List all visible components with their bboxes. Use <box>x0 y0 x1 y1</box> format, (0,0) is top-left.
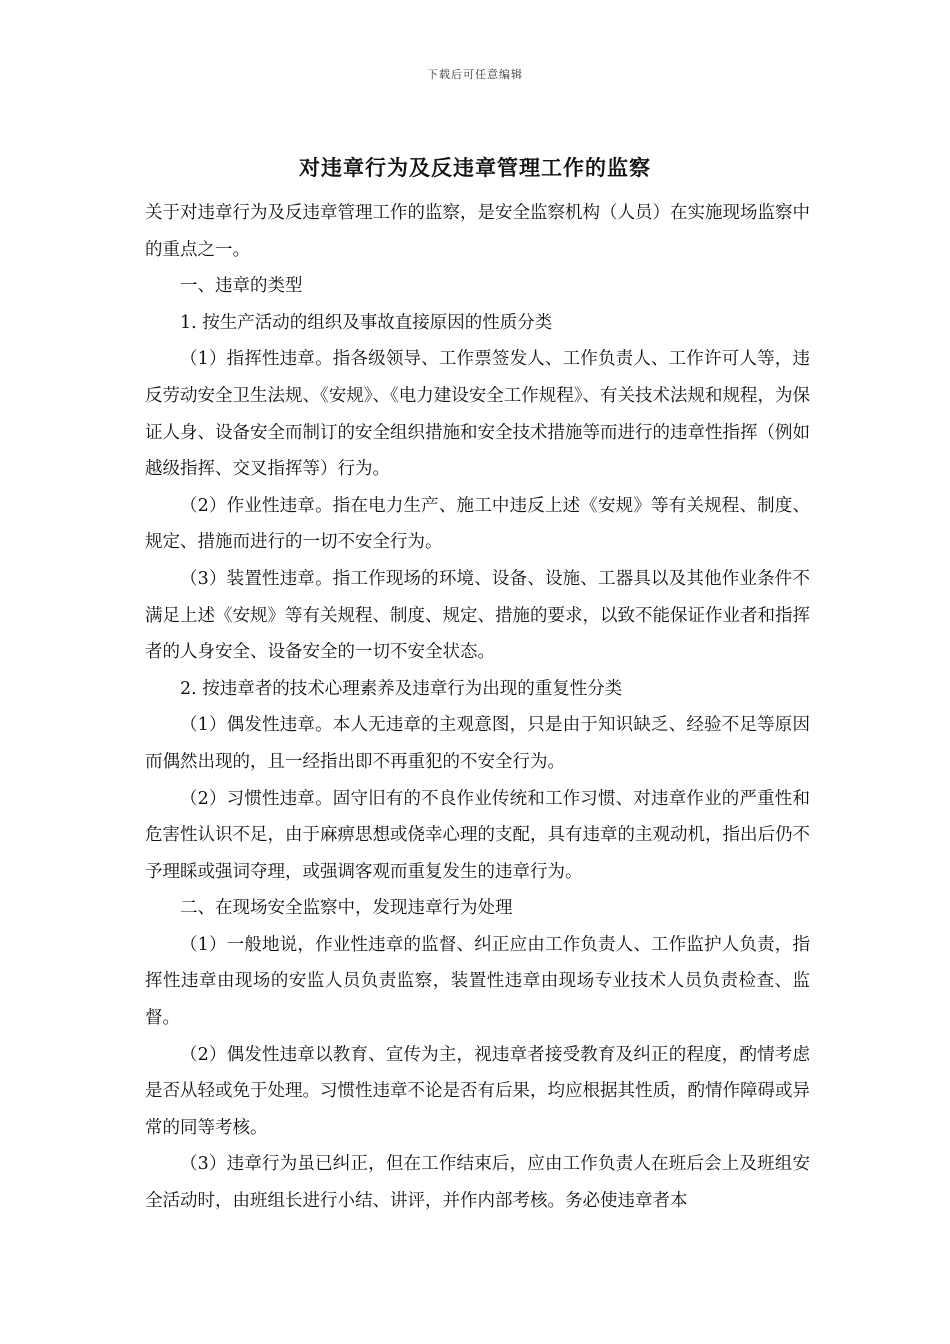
document-body <box>145 195 810 1220</box>
body-paragraph: （1）偶发性违章。本人无违章的主观意图，只是由于知识缺乏、经验不足等原因而偶然出现的，且一经指出即不再重犯的不安全行为。 <box>145 715 810 772</box>
subsection-heading-2: 2. 按违章者的技术心理素养及违章行为出现的重复性分类 <box>180 678 623 699</box>
body-paragraph: （1）指挥性违章。指各级领导、工作票签发人、工作负责人、工作许可人等，违反劳动安全卫生法规、《安规》、《电力建设安全工作规程》、有关技术法规和规程，为保证人身、设备安全而制订的安全组织措施和安全技术措施等而进行的违章性指挥（例如越级指挥、交叉指挥等）行为。 <box>145 349 810 480</box>
body-paragraph: （1）一般地说，作业性违章的监督、纠正应由工作负责人、工作监护人负责，指挥性违章由现场的安监人员负责监察，装置性违章由现场专业技术人员负责检查、监督。 <box>145 934 810 1029</box>
section-heading-2: 二、在现场安全监察中，发现违章行为处理 <box>180 898 513 919</box>
header-note: 下载后可任意编辑 <box>427 68 523 81</box>
section-heading-1: 一、违章的类型 <box>180 276 303 297</box>
body-paragraph: （2）习惯性违章。固守旧有的不良作业传统和工作习惯、对违章作业的严重性和危害性认识不足，由于麻痹思想或侥幸心理的支配，具有违章的主观动机，指出后仍不予理睬或强词夺理，或强调客观而重复发生的违章行为。 <box>145 788 810 882</box>
body-paragraph: （2）偶发性违章以教育、宣传为主，视违章者接受教育及纠正的程度，酌情考虑是否从轻或免于处理。习惯性违章不论是否有后果，均应根据其性质，酌情作障碍或异常的同等考核。 <box>145 1044 810 1138</box>
intro-paragraph: 关于对违章行为及反违章管理工作的监察，是安全监察机构（人员）在实施现场监察中的重点之一。 <box>145 203 810 260</box>
document-title: 对违章行为及反违章管理工作的监察 <box>299 155 651 180</box>
subsection-heading-1: 1. 按生产活动的组织及事故直接原因的性质分类 <box>180 312 553 333</box>
body-paragraph: （3）装置性违章。指工作现场的环境、设备、设施、工器具以及其他作业条件不满足上述《安规》等有关规程、制度、规定、措施的要求，以致不能保证作业者和指挥者的人身安全、设备安全的一切不安全状态。 <box>145 568 810 663</box>
body-paragraph: （3）违章行为虽已纠正，但在工作结束后，应由工作负责人在班后会上及班组安全活动时，由班组长进行小结、讲评，并作内部考核。务必使违章者本 <box>145 1154 810 1212</box>
body-paragraph: （2）作业性违章。指在电力生产、施工中违反上述《安规》等有关规程、制度、规定、措施而进行的一切不安全行为。 <box>145 495 810 553</box>
